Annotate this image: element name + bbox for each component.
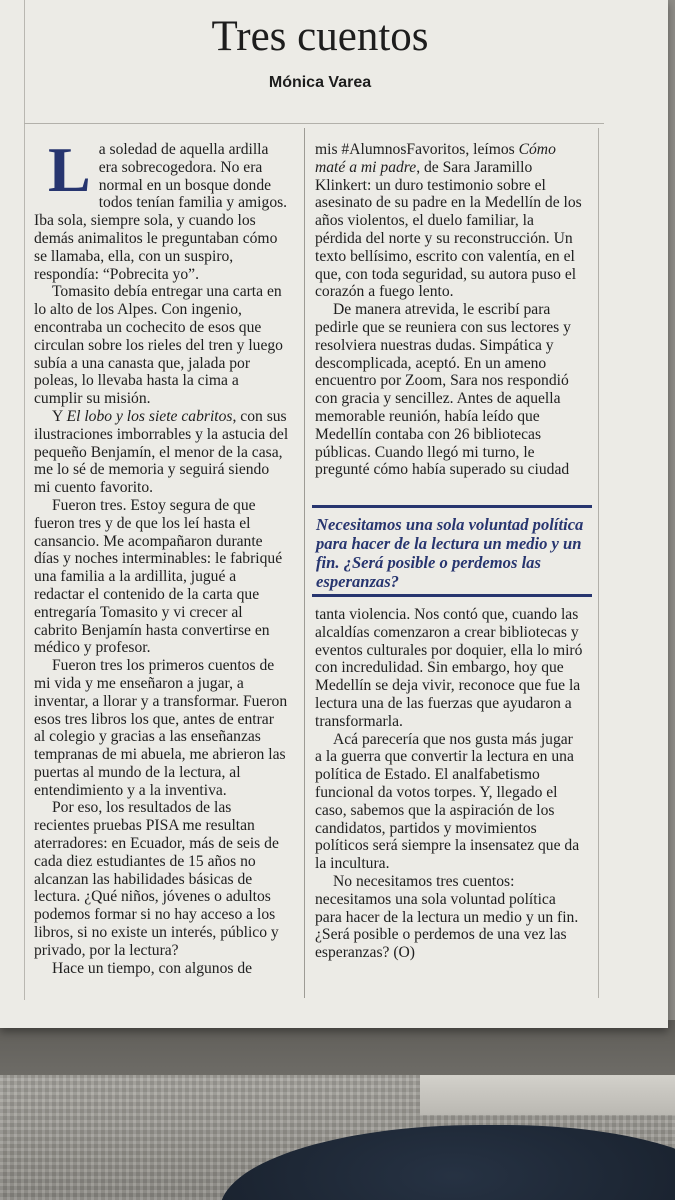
pull-quote-rule-bottom bbox=[312, 594, 592, 597]
page-shadow bbox=[0, 1020, 675, 1080]
paragraph-3 bbox=[34, 408, 289, 497]
paragraph-5: Fueron tres los primeros cuentos de mi vida y me enseñaron a jugar, a inventar, a llorar y a transformar. Fueron esos tres libros los que, antes de entrar al colegio y gracias a las enseñanzas tempranas de mi abuela, me abrieron las puertas al mundo de la lectura, al entendimiento y a la inventiva. bbox=[34, 657, 288, 799]
paragraph-8-rest: , de Sara Jaramillo Klinkert: un duro testimonio sobre el asesinato de su padre en la Medellín de los años violentos, el duelo familiar, la pérdida del norte y su reconstrucción. Un texto bellísimo, escrito con valentía, en el que, con toda seguridad, su autora puso el corazón a fuego lento. bbox=[315, 158, 582, 301]
paragraph-12: No necesitamos tres cuentos: necesitamos una sola voluntad política para hacer de la lectura un medio y un fin. ¿Será posible o perdemos de una vez las esperanzas? (O) bbox=[315, 872, 579, 962]
pull-quote: Necesitamos una sola voluntad política para hacer de la lectura un medio y un fin. ¿Será posible o perdemos las esperanzas? bbox=[316, 515, 584, 591]
pull-quote-rule-top bbox=[312, 505, 592, 508]
header-divider bbox=[24, 123, 604, 124]
paragraph-8 bbox=[315, 141, 583, 301]
paragraph-3-lead: Y bbox=[52, 407, 67, 425]
page-left-border bbox=[24, 0, 25, 1000]
column-divider bbox=[304, 128, 305, 998]
drop-cap: L bbox=[48, 134, 91, 205]
paragraph-8-lead: mis #AlumnosFavoritos, leímos bbox=[315, 141, 519, 158]
right-margin-divider bbox=[598, 128, 599, 998]
article-title: Tres cuentos bbox=[211, 13, 429, 60]
left-column bbox=[34, 134, 289, 977]
right-column-bottom bbox=[315, 606, 583, 962]
paragraph-6: Por eso, los resultados de las recientes pruebas PISA me resultan aterradores: en Ecuador, más de seis de cada diez estudiantes de 15 años no alcanzan las habilidades básicas de lectura. ¿Qué niños, jóvenes o adultos podemos formar si no hay acceso a los libros, si no existe un interés, público y privado, por la lectura? bbox=[34, 799, 279, 959]
paragraph-4: Fueron tres. Estoy segura de que fueron tres y de que los leí hasta el cansancio. Me acompañaron durante días y noches interminables: le fabriqué una familia a la ardillita, jugué a redactar el contenido de la carta que entregaría Tomasito y vi crecer al cabrito Benjamín hasta convertirse en médico y profesor. bbox=[34, 496, 283, 657]
paragraph-2: Tomasito debía entregar una carta en lo alto de los Alpes. Con ingenio, encontraba un cochecito de esos que circulan sobre los rieles del tren y luego subía a una canasta que, jalada por poleas, lo llevaba hasta la cima a cumplir su misión. bbox=[34, 283, 283, 408]
paragraph-1 bbox=[34, 134, 289, 283]
paragraph-3-rest: , con sus ilustraciones imborrables y la astucia del pequeño Benjamín, el menor de la casa, me lo sé de memoria y seguirá siendo mi cuento favorito. bbox=[34, 407, 289, 497]
paragraph-7: Hace un tiempo, con algunos de bbox=[52, 959, 253, 977]
right-column-top bbox=[315, 141, 583, 479]
light-floor-patch bbox=[420, 1075, 675, 1115]
paragraph-11: Acá parecería que nos gusta más jugar a la guerra que convertir la lectura en una política de Estado. El analfabetismo funcional da votos torpes. Y, llegado el caso, sabemos que la aspiración de los candidatos, partidos y movimientos políticos será siempre la insensatez que da la incultura. bbox=[315, 730, 580, 873]
paragraph-10: tanta violencia. Nos contó que, cuando las alcaldías comenzaron a crear bibliotecas y eventos culturales por doquier, ella lo miró con incredulidad. Sin embargo, hoy que Medellín se deja vivir, reconoce que fue la lectura una de las fuerzas que ayudaron a transformarla. bbox=[315, 606, 583, 730]
paragraph-9: De manera atrevida, le escribí para pedirle que se reuniera con sus lectores y resolviera nuestras dudas. Simpática y descomplicada, aceptó. En un ameno encuentro por Zoom, Sara nos respondió con gracia y sencillez. Antes de aquella memorable reunión, había leído que Medellín contaba con 26 bibliotecas públicas. Cuando llegó mi turno, le pregunté cómo había superado su ciudad bbox=[315, 301, 571, 479]
book-title-lobo: El lobo y los siete cabritos bbox=[66, 407, 233, 425]
paragraph-1-text: a soledad de aquella ardilla era sobrecogedora. No era normal en un bosque donde todos tenían familia y amigos. Iba sola, siempre sola, y cuando los demás animalitos le preguntaban cómo se llamaba, ella, con un suspiro, respondía: “Pobrecita yo”. bbox=[34, 141, 288, 283]
article-author: Mónica Varea bbox=[268, 74, 372, 91]
book-title-como-mate: Cómo maté a mi padre bbox=[315, 141, 556, 176]
